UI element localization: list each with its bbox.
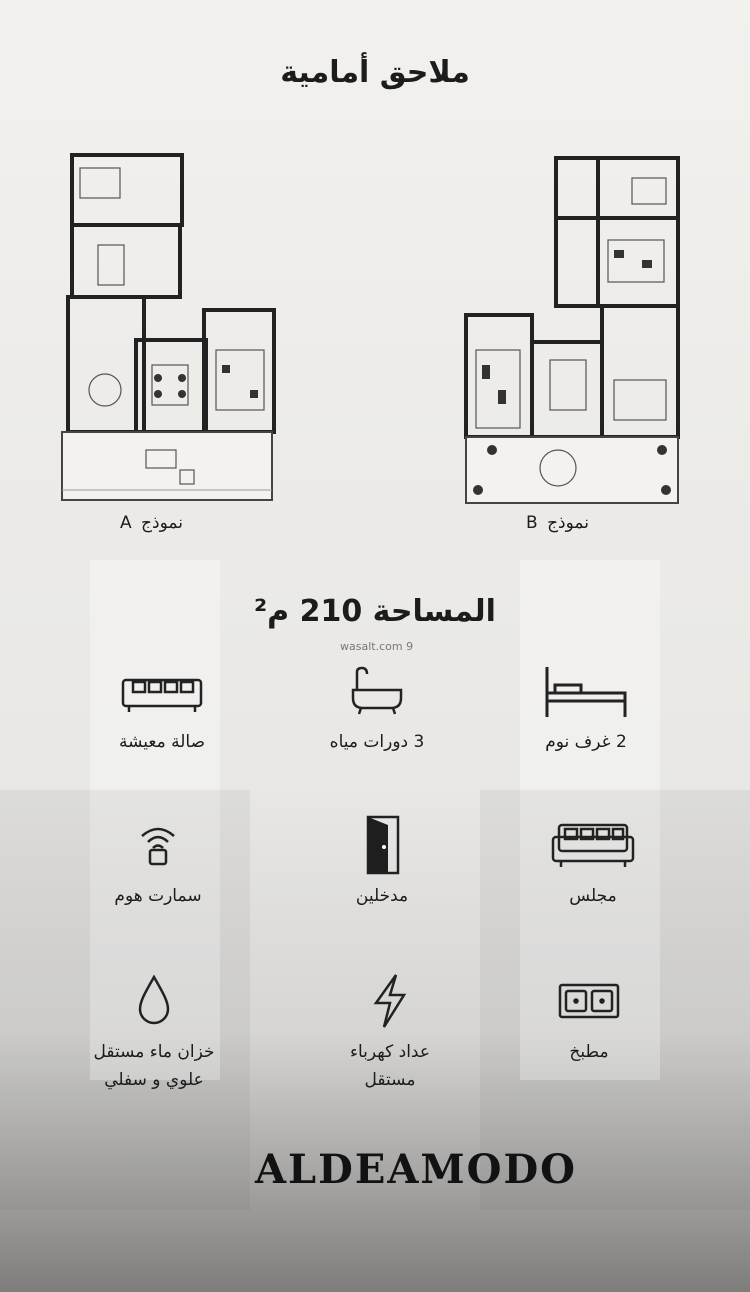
feature-label: صالة معيشة — [118, 732, 206, 752]
bed-icon — [486, 660, 686, 722]
water-drop-icon — [54, 970, 254, 1032]
feature-entrances — [282, 814, 482, 910]
watermark: wasalt.com 9 — [340, 640, 414, 653]
feature-water-tank — [54, 970, 254, 1094]
feature-electricity-meter — [290, 970, 490, 1094]
feature-smart-home — [58, 814, 258, 910]
feature-label: مطبخ — [569, 1042, 609, 1062]
plan-b-caption: نموذج B — [526, 513, 589, 533]
couch-icon — [493, 814, 693, 876]
feature-label: 3 دورات مياه — [329, 732, 425, 752]
lightning-icon — [290, 970, 490, 1032]
feature-bedrooms — [486, 660, 686, 756]
feature-kitchen — [489, 970, 689, 1066]
floor-plan-a — [60, 150, 280, 510]
feature-living-room — [62, 660, 262, 756]
sink-icon — [489, 970, 689, 1032]
door-icon — [282, 814, 482, 876]
feature-label: 2 غرف نوم — [545, 732, 627, 752]
wifi-icon — [58, 814, 258, 876]
area-heading: المساحة 210 م² — [254, 594, 496, 629]
feature-majlis — [493, 814, 693, 910]
feature-label: سمارت هوم — [114, 886, 202, 906]
floor-plan-b — [462, 150, 687, 512]
feature-bathrooms — [277, 660, 477, 756]
feature-label: عداد كهرباء مستقل — [350, 1042, 430, 1090]
feature-label: مدخلين — [355, 886, 409, 906]
brand-logo: ALDEAMODO — [255, 1146, 578, 1193]
plan-a-caption: نموذج A — [120, 513, 183, 533]
feature-label: خزان ماء مستقل علوي و سفلي — [93, 1042, 215, 1090]
feature-label: مجلس — [569, 886, 617, 906]
page-title: ملاحق أمامية — [280, 55, 470, 90]
sofa-icon — [62, 660, 262, 722]
bathtub-icon — [277, 660, 477, 722]
